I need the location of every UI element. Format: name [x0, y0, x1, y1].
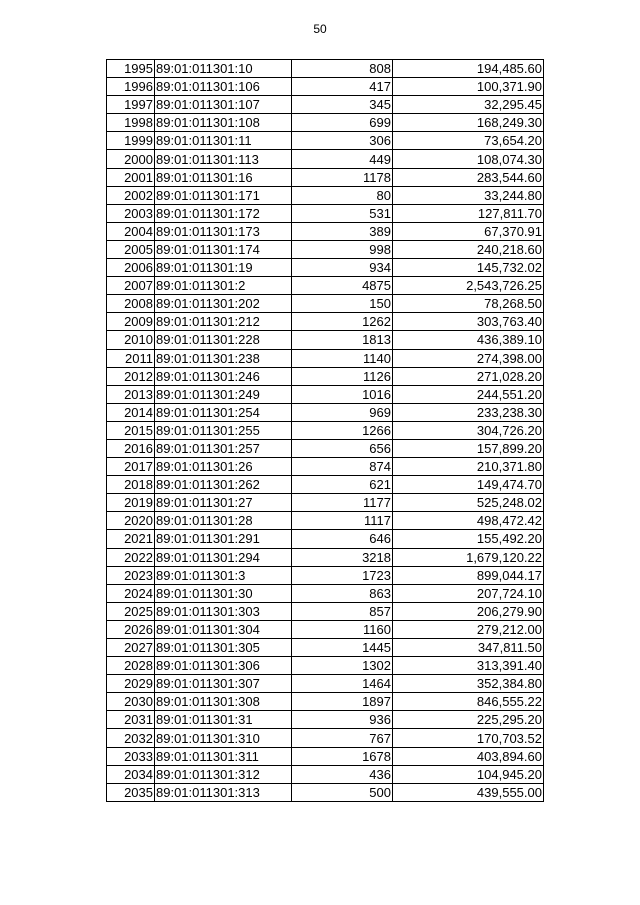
cadastral-number-cell: 89:01:011301:27 [155, 494, 292, 512]
table-row [107, 114, 544, 132]
cadastral-number-cell: 89:01:011301:305 [155, 639, 292, 657]
value-cell: 104,945.20 [393, 765, 544, 783]
table-row [107, 132, 544, 150]
area-cell: 150 [292, 295, 393, 313]
area-cell: 1897 [292, 693, 393, 711]
row-number-cell: 2016 [107, 439, 155, 457]
table-row [107, 168, 544, 186]
row-number-cell: 2027 [107, 639, 155, 657]
value-cell: 303,763.40 [393, 313, 544, 331]
table-row [107, 240, 544, 258]
row-number-cell: 2020 [107, 512, 155, 530]
area-cell: 934 [292, 259, 393, 277]
value-cell: 244,551.20 [393, 385, 544, 403]
area-cell: 3218 [292, 548, 393, 566]
cadastral-number-cell: 89:01:011301:262 [155, 476, 292, 494]
value-cell: 352,384.80 [393, 675, 544, 693]
table-row [107, 530, 544, 548]
area-cell: 808 [292, 60, 393, 78]
row-number-cell: 2033 [107, 747, 155, 765]
value-cell: 149,474.70 [393, 476, 544, 494]
table-row [107, 747, 544, 765]
row-number-cell: 2004 [107, 222, 155, 240]
row-number-cell: 2022 [107, 548, 155, 566]
cadastral-number-cell: 89:01:011301:307 [155, 675, 292, 693]
value-cell: 304,726.20 [393, 421, 544, 439]
row-number-cell: 2005 [107, 240, 155, 258]
value-cell: 100,371.90 [393, 78, 544, 96]
area-cell: 621 [292, 476, 393, 494]
row-number-cell: 1998 [107, 114, 155, 132]
area-cell: 874 [292, 458, 393, 476]
value-cell: 240,218.60 [393, 240, 544, 258]
cadastral-number-cell: 89:01:011301:172 [155, 204, 292, 222]
cadastral-number-cell: 89:01:011301:174 [155, 240, 292, 258]
area-cell: 1266 [292, 421, 393, 439]
cadastral-number-cell: 89:01:011301:304 [155, 620, 292, 638]
table-row [107, 783, 544, 801]
table-row [107, 259, 544, 277]
row-number-cell: 2001 [107, 168, 155, 186]
row-number-cell: 2025 [107, 602, 155, 620]
table-row [107, 512, 544, 530]
row-number-cell: 2007 [107, 277, 155, 295]
row-number-cell: 2024 [107, 584, 155, 602]
value-cell: 271,028.20 [393, 367, 544, 385]
value-cell: 206,279.90 [393, 602, 544, 620]
area-cell: 1723 [292, 566, 393, 584]
cadastral-number-cell: 89:01:011301:16 [155, 168, 292, 186]
cadastral-table [106, 59, 544, 802]
row-number-cell: 2009 [107, 313, 155, 331]
cadastral-number-cell: 89:01:011301:312 [155, 765, 292, 783]
table-row [107, 765, 544, 783]
table-row [107, 331, 544, 349]
table-row [107, 693, 544, 711]
value-cell: 108,074.30 [393, 150, 544, 168]
row-number-cell: 2006 [107, 259, 155, 277]
value-cell: 436,389.10 [393, 331, 544, 349]
table-row [107, 78, 544, 96]
area-cell: 656 [292, 439, 393, 457]
cadastral-number-cell: 89:01:011301:106 [155, 78, 292, 96]
area-cell: 767 [292, 729, 393, 747]
value-cell: 32,295.45 [393, 96, 544, 114]
value-cell: 225,295.20 [393, 711, 544, 729]
cadastral-number-cell: 89:01:011301:2 [155, 277, 292, 295]
row-number-cell: 2011 [107, 349, 155, 367]
area-cell: 1126 [292, 367, 393, 385]
row-number-cell: 2030 [107, 693, 155, 711]
row-number-cell: 2013 [107, 385, 155, 403]
cadastral-number-cell: 89:01:011301:212 [155, 313, 292, 331]
value-cell: 170,703.52 [393, 729, 544, 747]
cadastral-number-cell: 89:01:011301:255 [155, 421, 292, 439]
cadastral-number-cell: 89:01:011301:228 [155, 331, 292, 349]
row-number-cell: 2021 [107, 530, 155, 548]
table-row [107, 60, 544, 78]
row-number-cell: 2015 [107, 421, 155, 439]
cadastral-number-cell: 89:01:011301:26 [155, 458, 292, 476]
table-row [107, 403, 544, 421]
area-cell: 1160 [292, 620, 393, 638]
value-cell: 155,492.20 [393, 530, 544, 548]
table-row [107, 204, 544, 222]
value-cell: 498,472.42 [393, 512, 544, 530]
table-row [107, 494, 544, 512]
table-row [107, 367, 544, 385]
table-row [107, 150, 544, 168]
cadastral-number-cell: 89:01:011301:291 [155, 530, 292, 548]
value-cell: 2,543,726.25 [393, 277, 544, 295]
table-row [107, 96, 544, 114]
value-cell: 127,811.70 [393, 204, 544, 222]
table-row [107, 639, 544, 657]
value-cell: 899,044.17 [393, 566, 544, 584]
value-cell: 145,732.02 [393, 259, 544, 277]
cadastral-number-cell: 89:01:011301:254 [155, 403, 292, 421]
cadastral-number-cell: 89:01:011301:257 [155, 439, 292, 457]
area-cell: 1178 [292, 168, 393, 186]
value-cell: 347,811.50 [393, 639, 544, 657]
cadastral-number-cell: 89:01:011301:306 [155, 657, 292, 675]
cadastral-number-cell: 89:01:011301:246 [155, 367, 292, 385]
value-cell: 207,724.10 [393, 584, 544, 602]
value-cell: 403,894.60 [393, 747, 544, 765]
value-cell: 194,485.60 [393, 60, 544, 78]
area-cell: 1813 [292, 331, 393, 349]
row-number-cell: 2010 [107, 331, 155, 349]
cadastral-number-cell: 89:01:011301:310 [155, 729, 292, 747]
value-cell: 1,679,120.22 [393, 548, 544, 566]
table-row [107, 657, 544, 675]
area-cell: 1464 [292, 675, 393, 693]
row-number-cell: 2026 [107, 620, 155, 638]
cadastral-number-cell: 89:01:011301:28 [155, 512, 292, 530]
row-number-cell: 2017 [107, 458, 155, 476]
table-row [107, 439, 544, 457]
area-cell: 1445 [292, 639, 393, 657]
value-cell: 210,371.80 [393, 458, 544, 476]
cadastral-number-cell: 89:01:011301:108 [155, 114, 292, 132]
row-number-cell: 2028 [107, 657, 155, 675]
area-cell: 500 [292, 783, 393, 801]
table-row [107, 295, 544, 313]
row-number-cell: 1999 [107, 132, 155, 150]
row-number-cell: 2035 [107, 783, 155, 801]
area-cell: 449 [292, 150, 393, 168]
cadastral-number-cell: 89:01:011301:19 [155, 259, 292, 277]
value-cell: 73,654.20 [393, 132, 544, 150]
area-cell: 1117 [292, 512, 393, 530]
cadastral-number-cell: 89:01:011301:107 [155, 96, 292, 114]
value-cell: 313,391.40 [393, 657, 544, 675]
row-number-cell: 2012 [107, 367, 155, 385]
row-number-cell: 2018 [107, 476, 155, 494]
area-cell: 1262 [292, 313, 393, 331]
cadastral-number-cell: 89:01:011301:3 [155, 566, 292, 584]
row-number-cell: 2032 [107, 729, 155, 747]
row-number-cell: 2034 [107, 765, 155, 783]
value-cell: 78,268.50 [393, 295, 544, 313]
cadastral-number-cell: 89:01:011301:249 [155, 385, 292, 403]
area-cell: 436 [292, 765, 393, 783]
table-row [107, 602, 544, 620]
row-number-cell: 1997 [107, 96, 155, 114]
area-cell: 1678 [292, 747, 393, 765]
table-row [107, 186, 544, 204]
row-number-cell: 2014 [107, 403, 155, 421]
area-cell: 531 [292, 204, 393, 222]
value-cell: 233,238.30 [393, 403, 544, 421]
area-cell: 1177 [292, 494, 393, 512]
row-number-cell: 2029 [107, 675, 155, 693]
value-cell: 274,398.00 [393, 349, 544, 367]
cadastral-number-cell: 89:01:011301:30 [155, 584, 292, 602]
row-number-cell: 1996 [107, 78, 155, 96]
cadastral-number-cell: 89:01:011301:294 [155, 548, 292, 566]
table-row [107, 711, 544, 729]
table-row [107, 385, 544, 403]
table-row [107, 458, 544, 476]
area-cell: 863 [292, 584, 393, 602]
row-number-cell: 1995 [107, 60, 155, 78]
cadastral-number-cell: 89:01:011301:308 [155, 693, 292, 711]
area-cell: 1016 [292, 385, 393, 403]
table-row [107, 729, 544, 747]
row-number-cell: 2002 [107, 186, 155, 204]
value-cell: 157,899.20 [393, 439, 544, 457]
cadastral-number-cell: 89:01:011301:171 [155, 186, 292, 204]
value-cell: 67,370.91 [393, 222, 544, 240]
value-cell: 279,212.00 [393, 620, 544, 638]
table-row [107, 620, 544, 638]
table-row [107, 349, 544, 367]
table-row [107, 566, 544, 584]
row-number-cell: 2000 [107, 150, 155, 168]
area-cell: 699 [292, 114, 393, 132]
value-cell: 283,544.60 [393, 168, 544, 186]
table-body [107, 60, 544, 802]
area-cell: 4875 [292, 277, 393, 295]
page-number: 50 [313, 22, 327, 36]
area-cell: 345 [292, 96, 393, 114]
area-cell: 1140 [292, 349, 393, 367]
table-row [107, 222, 544, 240]
area-cell: 306 [292, 132, 393, 150]
cadastral-number-cell: 89:01:011301:311 [155, 747, 292, 765]
area-cell: 936 [292, 711, 393, 729]
row-number-cell: 2031 [107, 711, 155, 729]
area-cell: 969 [292, 403, 393, 421]
cadastral-number-cell: 89:01:011301:11 [155, 132, 292, 150]
cadastral-number-cell: 89:01:011301:31 [155, 711, 292, 729]
row-number-cell: 2019 [107, 494, 155, 512]
value-cell: 168,249.30 [393, 114, 544, 132]
value-cell: 439,555.00 [393, 783, 544, 801]
row-number-cell: 2008 [107, 295, 155, 313]
area-cell: 857 [292, 602, 393, 620]
table-row [107, 476, 544, 494]
table-row [107, 548, 544, 566]
cadastral-number-cell: 89:01:011301:173 [155, 222, 292, 240]
value-cell: 525,248.02 [393, 494, 544, 512]
cadastral-number-cell: 89:01:011301:202 [155, 295, 292, 313]
area-cell: 998 [292, 240, 393, 258]
value-cell: 846,555.22 [393, 693, 544, 711]
table-row [107, 277, 544, 295]
table-row [107, 421, 544, 439]
cadastral-number-cell: 89:01:011301:113 [155, 150, 292, 168]
cadastral-number-cell: 89:01:011301:238 [155, 349, 292, 367]
area-cell: 80 [292, 186, 393, 204]
value-cell: 33,244.80 [393, 186, 544, 204]
row-number-cell: 2003 [107, 204, 155, 222]
area-cell: 417 [292, 78, 393, 96]
table-row [107, 675, 544, 693]
area-cell: 646 [292, 530, 393, 548]
area-cell: 389 [292, 222, 393, 240]
area-cell: 1302 [292, 657, 393, 675]
cadastral-number-cell: 89:01:011301:303 [155, 602, 292, 620]
cadastral-number-cell: 89:01:011301:313 [155, 783, 292, 801]
cadastral-number-cell: 89:01:011301:10 [155, 60, 292, 78]
row-number-cell: 2023 [107, 566, 155, 584]
table-row [107, 584, 544, 602]
table-row [107, 313, 544, 331]
